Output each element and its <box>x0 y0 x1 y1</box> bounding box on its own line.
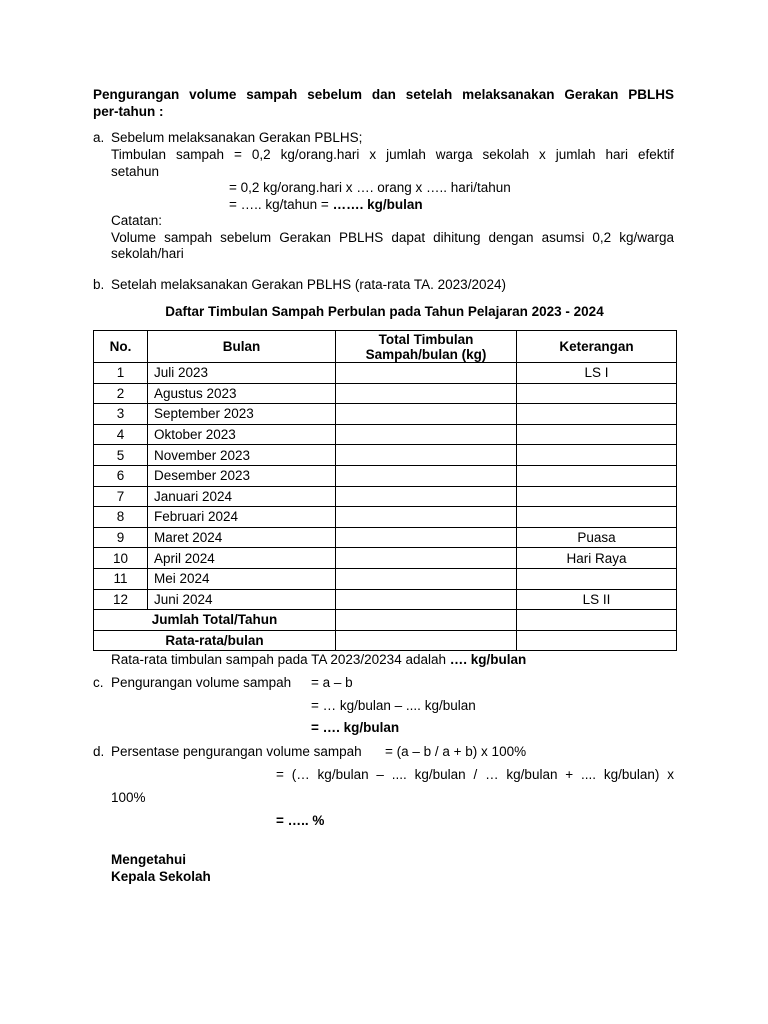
header-bulan: Bulan <box>148 331 336 363</box>
cell-bulan: Januari 2024 <box>148 486 336 507</box>
cell-keterangan: Puasa <box>517 527 677 548</box>
section-c-line3: = …. kg/bulan <box>311 720 400 735</box>
page-title-line2: per-tahun : <box>93 104 164 119</box>
section-d-marker: d. <box>93 744 105 759</box>
cell-keterangan <box>517 424 677 445</box>
section-a-formula-line1: Timbulan sampah = 0,2 kg/orang.hari x jumlah warga sekolah x jumlah hari efektif <box>111 147 674 162</box>
cell-bulan: Agustus 2023 <box>148 383 336 404</box>
section-c-marker: c. <box>93 675 104 690</box>
section-c-heading: Pengurangan volume sampah <box>111 675 292 690</box>
section-c-line1: = a – b <box>311 675 353 690</box>
header-no: No. <box>94 331 148 363</box>
table-row <box>94 363 677 384</box>
signature-line2: Kepala Sekolah <box>111 869 211 884</box>
section-b-summary-bold: …. kg/bulan <box>449 652 527 667</box>
cell-no: 4 <box>94 424 148 445</box>
total-label: Jumlah Total/Tahun <box>94 610 336 631</box>
section-a-formula-line1b: setahun <box>111 164 160 179</box>
cell-total <box>336 568 517 589</box>
table-row <box>94 424 677 445</box>
page-title-line1: Pengurangan volume sampah sebelum dan setelah melaksanakan Gerakan PBLHS <box>93 87 674 102</box>
cell-total <box>336 507 517 528</box>
cell-total <box>336 548 517 569</box>
cell-total <box>336 445 517 466</box>
cell-no: 6 <box>94 465 148 486</box>
section-d-heading: Persentase pengurangan volume sampah <box>111 744 362 759</box>
table-row <box>94 404 677 425</box>
cell-no: 3 <box>94 404 148 425</box>
cell-bulan: April 2024 <box>148 548 336 569</box>
section-a-heading: Sebelum melaksanakan Gerakan PBLHS; <box>111 130 363 145</box>
cell-no: 11 <box>94 568 148 589</box>
header-keterangan: Keterangan <box>517 331 677 363</box>
section-a-marker: a. <box>93 130 105 145</box>
cell-bulan: Maret 2024 <box>148 527 336 548</box>
cell-bulan: Februari 2024 <box>148 507 336 528</box>
section-a-formula-line2: = 0,2 kg/orang.hari x …. orang x ….. hari/tahun <box>229 180 511 195</box>
cell-keterangan <box>517 465 677 486</box>
cell-keterangan <box>517 404 677 425</box>
cell-total <box>336 383 517 404</box>
cell-keterangan <box>517 445 677 466</box>
cell-total <box>336 465 517 486</box>
table-row <box>94 486 677 507</box>
section-b-summary-plain: Rata-rata timbulan sampah pada TA 2023/20234 adalah <box>111 652 450 667</box>
cell-no: 1 <box>94 363 148 384</box>
table-total-row <box>94 610 677 631</box>
cell-total <box>336 589 517 610</box>
waste-table <box>93 330 677 651</box>
cell-no: 12 <box>94 589 148 610</box>
table-row <box>94 445 677 466</box>
table-header-row <box>94 331 677 363</box>
section-a-formula-line3 <box>229 197 423 212</box>
section-a-note-line2: sekolah/hari <box>111 246 184 261</box>
cell-bulan: Oktober 2023 <box>148 424 336 445</box>
cell-bulan: Mei 2024 <box>148 568 336 589</box>
section-c-line2: = … kg/bulan – .... kg/bulan <box>311 698 476 713</box>
table-row <box>94 568 677 589</box>
section-d-line2: = (… kg/bulan – .... kg/bulan / … kg/bulan + .... kg/bulan) x <box>276 767 674 782</box>
table-row <box>94 527 677 548</box>
cell-no: 8 <box>94 507 148 528</box>
total-value-cell <box>336 610 517 631</box>
cell-no: 5 <box>94 445 148 466</box>
cell-keterangan <box>517 507 677 528</box>
cell-no: 9 <box>94 527 148 548</box>
section-d-line2b: 100% <box>111 790 146 805</box>
cell-no: 2 <box>94 383 148 404</box>
cell-total <box>336 363 517 384</box>
table-row <box>94 589 677 610</box>
cell-total <box>336 424 517 445</box>
table-title: Daftar Timbulan Sampah Perbulan pada Tahun Pelajaran 2023 - 2024 <box>165 304 604 319</box>
section-b-heading: Setelah melaksanakan Gerakan PBLHS (rata-rata TA. 2023/2024) <box>111 277 506 292</box>
section-d-line3: = ….. % <box>276 813 325 828</box>
cell-bulan: Desember 2023 <box>148 465 336 486</box>
cell-total <box>336 527 517 548</box>
cell-total <box>336 486 517 507</box>
signature-line1: Mengetahui <box>111 852 187 867</box>
section-a-formula-line3-plain: = ….. kg/tahun = <box>229 197 333 212</box>
average-label: Rata-rata/bulan <box>94 630 336 651</box>
section-a-note-line1: Volume sampah sebelum Gerakan PBLHS dapat dihitung dengan asumsi 0,2 kg/warga <box>111 230 674 245</box>
header-total: Total Timbulan Sampah/bulan (kg) <box>336 331 517 363</box>
cell-bulan: Juni 2024 <box>148 589 336 610</box>
cell-bulan: Juli 2023 <box>148 363 336 384</box>
section-d-line1: = (a – b / a + b) x 100% <box>385 744 527 759</box>
table-row <box>94 507 677 528</box>
average-note-cell <box>517 630 677 651</box>
cell-keterangan: Hari Raya <box>517 548 677 569</box>
cell-keterangan <box>517 383 677 404</box>
cell-no: 10 <box>94 548 148 569</box>
cell-keterangan <box>517 486 677 507</box>
table-row <box>94 383 677 404</box>
cell-bulan: September 2023 <box>148 404 336 425</box>
cell-keterangan: LS I <box>517 363 677 384</box>
section-a-formula-line3-bold: ……. kg/bulan <box>332 197 423 212</box>
section-b-marker: b. <box>93 277 105 292</box>
average-value-cell <box>336 630 517 651</box>
section-b-summary <box>111 652 526 667</box>
cell-keterangan <box>517 568 677 589</box>
table-row <box>94 465 677 486</box>
cell-keterangan: LS II <box>517 589 677 610</box>
table-average-row <box>94 630 677 651</box>
cell-no: 7 <box>94 486 148 507</box>
section-a-note-label: Catatan: <box>111 213 163 228</box>
total-note-cell <box>517 610 677 631</box>
cell-bulan: November 2023 <box>148 445 336 466</box>
table-row <box>94 548 677 569</box>
cell-total <box>336 404 517 425</box>
